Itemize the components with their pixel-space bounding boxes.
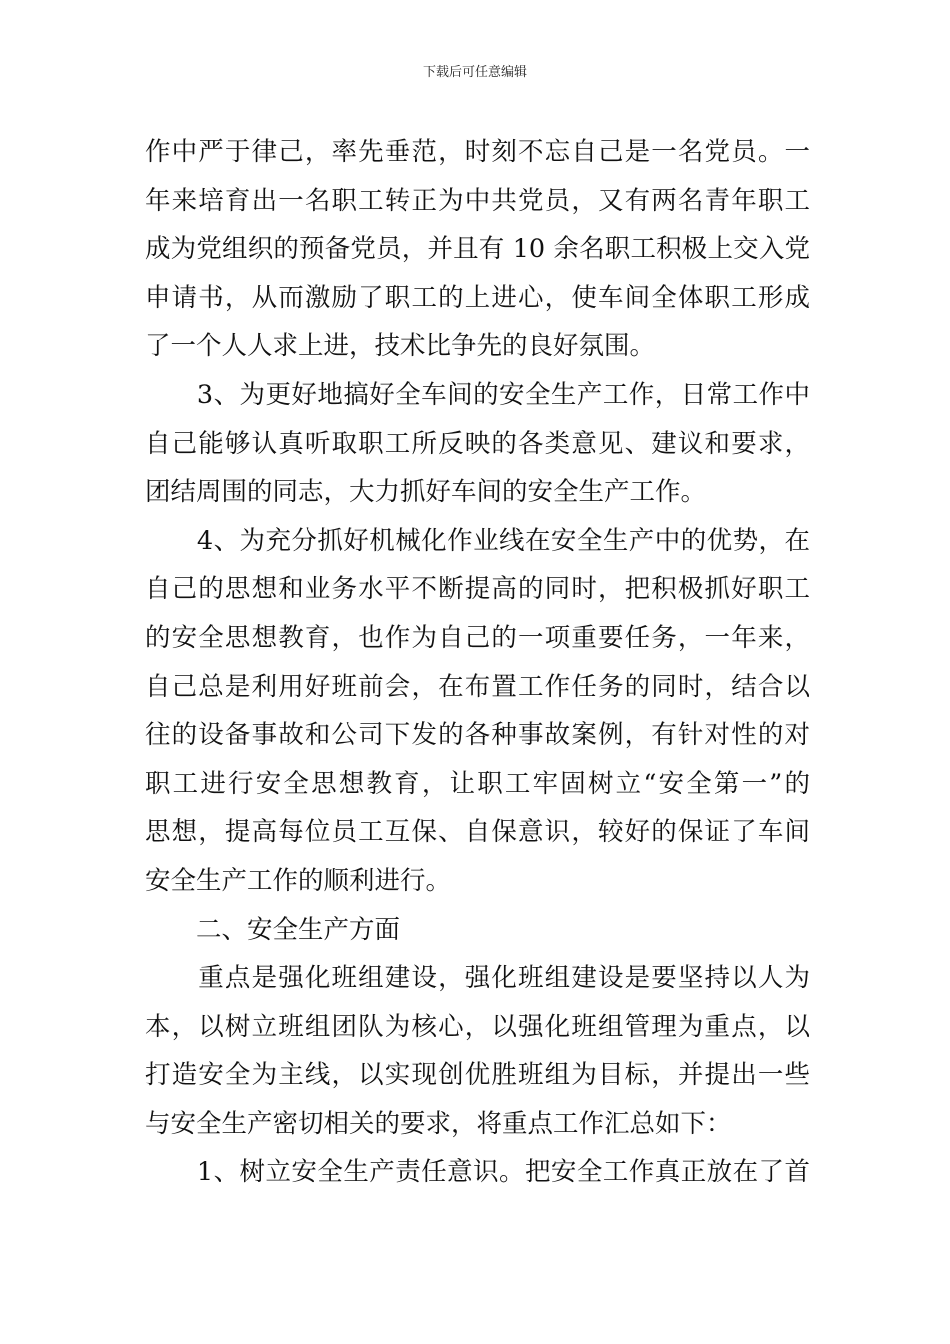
- text-line: 作中严于律己，率先垂范，时刻不忘自己是一名党员。一: [145, 137, 810, 167]
- section-heading: 二、安全生产方面: [145, 914, 401, 945]
- text-line: 的安全思想教育，也作为自己的一项重要任务，一年来，: [145, 622, 810, 653]
- text-line: 了一个人人求上进，技术比争先的良好氛围。: [145, 331, 656, 362]
- text-line: 成为党组织的预备党员，并且有 10 余名职工积极上交入党: [145, 234, 810, 265]
- text-line: 1、树立安全生产责任意识。把安全工作真正放在了首: [145, 1157, 810, 1188]
- text-line: 重点是强化班组建设，强化班组建设是要坚持以人为: [145, 963, 810, 994]
- text-line: 自己的思想和业务水平不断提高的同时，把积极抓好职工: [145, 574, 810, 605]
- text-line: 团结周围的同志，大力抓好车间的安全生产工作。: [145, 477, 707, 508]
- text-line: 自己能够认真听取职工所反映的各类意见、建议和要求，: [145, 428, 810, 459]
- text-line: 本，以树立班组团队为核心，以强化班组管理为重点，以: [145, 1011, 810, 1042]
- document-body: [145, 128, 810, 1197]
- text-line: 与安全生产密切相关的要求，将重点工作汇总如下：: [145, 1108, 732, 1139]
- page-header: 下载后可任意编辑: [422, 65, 527, 80]
- text-line: 往的设备事故和公司下发的各种事故案例，有针对性的对: [145, 720, 810, 751]
- text-line: 思想，提高每位员工互保、自保意识，较好的保证了车间: [145, 817, 810, 848]
- text-line: 自己总是利用好班前会，在布置工作任务的同时，结合以: [145, 671, 810, 702]
- text-line: 年来培育出一名职工转正为中共党员，又有两名青年职工: [145, 185, 810, 216]
- text-line: 4、为充分抓好机械化作业线在安全生产中的优势，在: [145, 525, 810, 556]
- text-line: 职工进行安全思想教育，让职工牢固树立“安全第一”的: [145, 768, 810, 799]
- text-line: 打造安全为主线，以实现创优胜班组为目标，并提出一些: [145, 1060, 810, 1091]
- text-line: 安全生产工作的顺利进行。: [145, 865, 452, 896]
- text-line: 申请书，从而激励了职工的上进心，使车间全体职工形成: [145, 282, 810, 313]
- text-line: 3、为更好地搞好全车间的安全生产工作，日常工作中: [145, 379, 810, 410]
